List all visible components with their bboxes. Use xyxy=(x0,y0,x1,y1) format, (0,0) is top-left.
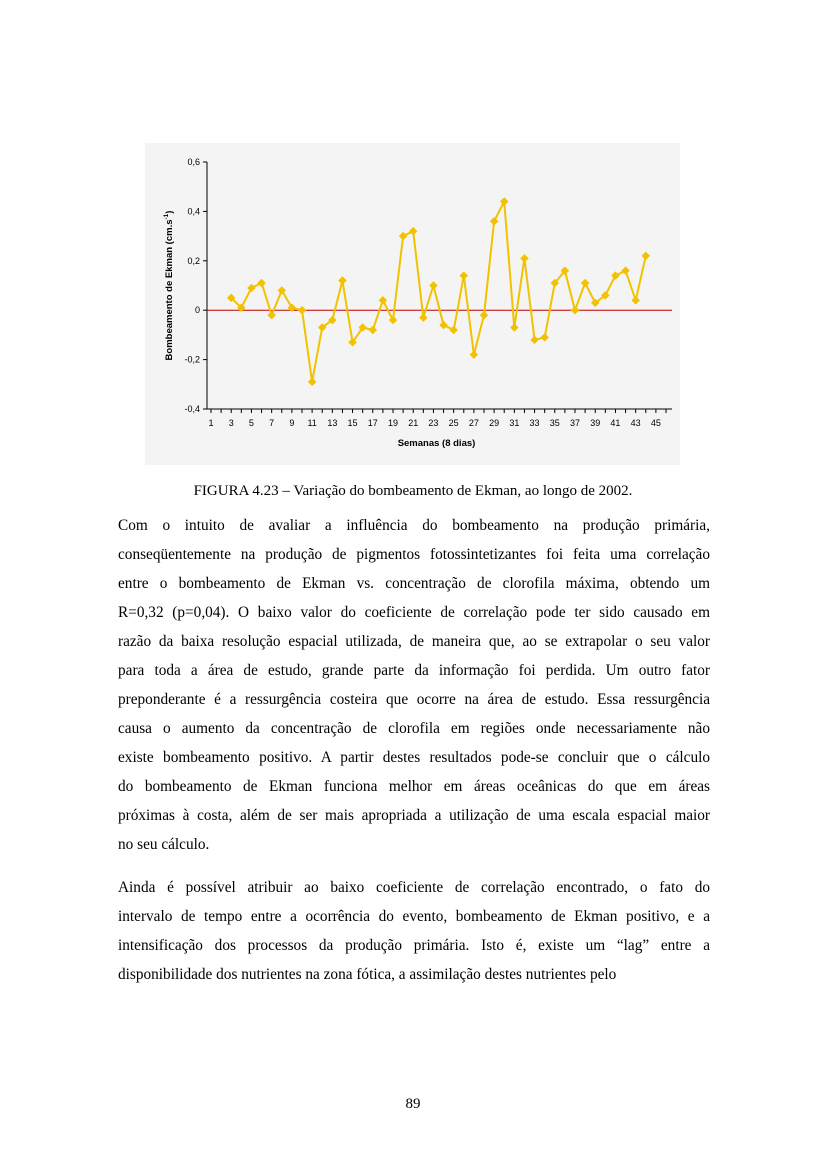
y-tick-label: 0 xyxy=(194,305,200,316)
x-tick-label: 25 xyxy=(448,418,459,428)
data-point xyxy=(490,217,498,225)
data-point xyxy=(622,267,630,275)
y-axis-title xyxy=(163,211,175,361)
y-tick-label: 0,2 xyxy=(187,255,200,266)
text-line: próximas à costa, além de ser mais apropriada a utilização de uma escala espacial maior xyxy=(118,807,710,824)
data-point xyxy=(258,279,266,287)
x-axis-title: Semanas (8 dias) xyxy=(397,438,476,449)
x-tick-label: 19 xyxy=(387,418,399,428)
x-tick-label: 11 xyxy=(307,418,317,428)
data-point xyxy=(450,326,458,334)
data-point xyxy=(440,321,448,329)
data-point xyxy=(338,277,346,285)
x-tick-label: 27 xyxy=(468,418,479,428)
text-line: para toda a área de estudo, grande parte da informação foi perdida. Um outro fator xyxy=(118,662,710,679)
data-point xyxy=(581,279,589,287)
data-point xyxy=(611,272,619,280)
x-tick-label: 23 xyxy=(428,418,439,428)
x-tick-label: 33 xyxy=(529,418,540,428)
y-tick-label: 0,4 xyxy=(187,206,200,217)
x-tick-label: 37 xyxy=(569,418,581,428)
x-tick-label: 3 xyxy=(228,418,234,428)
x-tick-label: 43 xyxy=(630,418,641,428)
text-line: conseqüentemente na produção de pigmentos fotossintetizantes foi feita uma correlação xyxy=(118,546,710,563)
data-point xyxy=(369,326,377,334)
text-line: no seu cálculo. xyxy=(118,836,210,853)
data-point xyxy=(389,316,397,324)
data-point xyxy=(268,311,276,319)
x-tick-label: 15 xyxy=(347,418,358,428)
y-tick-label: -0,4 xyxy=(184,404,200,414)
text-line: do bombeamento de Ekman funciona melhor em áreas oceânicas do que em áreas xyxy=(118,778,710,795)
data-point xyxy=(642,252,650,260)
y-tick-label: -0,2 xyxy=(184,354,200,365)
x-tick-label: 1 xyxy=(208,418,214,428)
text-line: Ainda é possível atribuir ao baixo coeficiente de correlação encontrado, o fato do xyxy=(118,879,710,896)
data-point xyxy=(298,306,306,314)
y-tick-label: 0,6 xyxy=(187,157,200,167)
data-point xyxy=(520,254,528,262)
x-tick-label: 5 xyxy=(248,418,254,428)
x-tick-label: 41 xyxy=(610,418,621,428)
ekman-chart xyxy=(145,143,680,465)
x-tick-label: 21 xyxy=(408,418,419,428)
y-axis-title-main: Bombeamento de Ekman (cm.s xyxy=(164,219,175,361)
text-line: intervalo de tempo entre a ocorrência do evento, bombeamento de Ekman positivo, e a xyxy=(118,908,710,925)
text-line: razão da baixa resolução espacial utilizada, de maneira que, ao se extrapolar o seu valor xyxy=(118,633,710,650)
text-line: disponibilidade dos nutrientes na zona fótica, a assimilação destes nutrientes pelo xyxy=(118,966,617,983)
text-line: preponderante é a ressurgência costeira que ocorre na área de estudo. Essa ressurgência xyxy=(118,691,710,708)
data-point xyxy=(470,351,478,359)
data-point xyxy=(571,306,579,314)
data-point xyxy=(480,311,488,319)
data-point xyxy=(510,323,518,331)
data-point xyxy=(247,284,255,292)
text-line: existe bombeamento positivo. A partir destes resultados pode-se concluir que o cálculo xyxy=(118,749,710,766)
series-line xyxy=(231,202,646,382)
data-point xyxy=(632,296,640,304)
data-point xyxy=(531,336,539,344)
data-point xyxy=(308,378,316,386)
y-axis-title-sup: -1 xyxy=(163,213,170,220)
data-point xyxy=(541,333,549,341)
data-point xyxy=(399,232,407,240)
page-number: 89 xyxy=(405,1096,421,1112)
data-point xyxy=(419,314,427,322)
x-tick-label: 35 xyxy=(549,418,560,428)
data-point xyxy=(460,272,468,280)
x-tick-label: 13 xyxy=(327,418,338,428)
x-tick-label: 29 xyxy=(489,418,500,428)
text-line: Com o intuito de avaliar a influência do bombeamento na produção primária, xyxy=(118,517,710,534)
x-tick-label: 7 xyxy=(269,418,275,428)
paragraph-1 xyxy=(118,511,710,859)
figure-caption: FIGURA 4.23 – Variação do bombeamento de Ekman, ao longo de 2002. xyxy=(193,483,633,499)
text-line: intensificação dos processos da produção primária. Isto é, existe um “lag” entre a xyxy=(118,937,710,954)
x-tick-label: 39 xyxy=(590,418,601,428)
ekman-chart-svg xyxy=(145,143,680,465)
text-line: entre o bombeamento de Ekman vs. concentração de clorofila máxima, obtendo um xyxy=(118,575,710,592)
paragraph-2 xyxy=(118,873,710,989)
data-point xyxy=(500,198,508,206)
x-tick-label: 9 xyxy=(289,418,295,428)
y-axis-title-close: ) xyxy=(164,210,175,214)
text-line: causa o aumento da concentração de clorofila em regiões onde necessariamente não xyxy=(118,720,710,737)
data-point xyxy=(429,282,437,290)
data-point xyxy=(379,296,387,304)
x-tick-label: 31 xyxy=(509,418,520,428)
x-tick-label: 45 xyxy=(650,418,661,428)
text-line: R=0,32 (p=0,04). O baixo valor do coeficiente de correlação pode ter sido causado em xyxy=(118,604,710,621)
x-tick-label: 17 xyxy=(367,418,378,428)
data-point xyxy=(409,227,417,235)
